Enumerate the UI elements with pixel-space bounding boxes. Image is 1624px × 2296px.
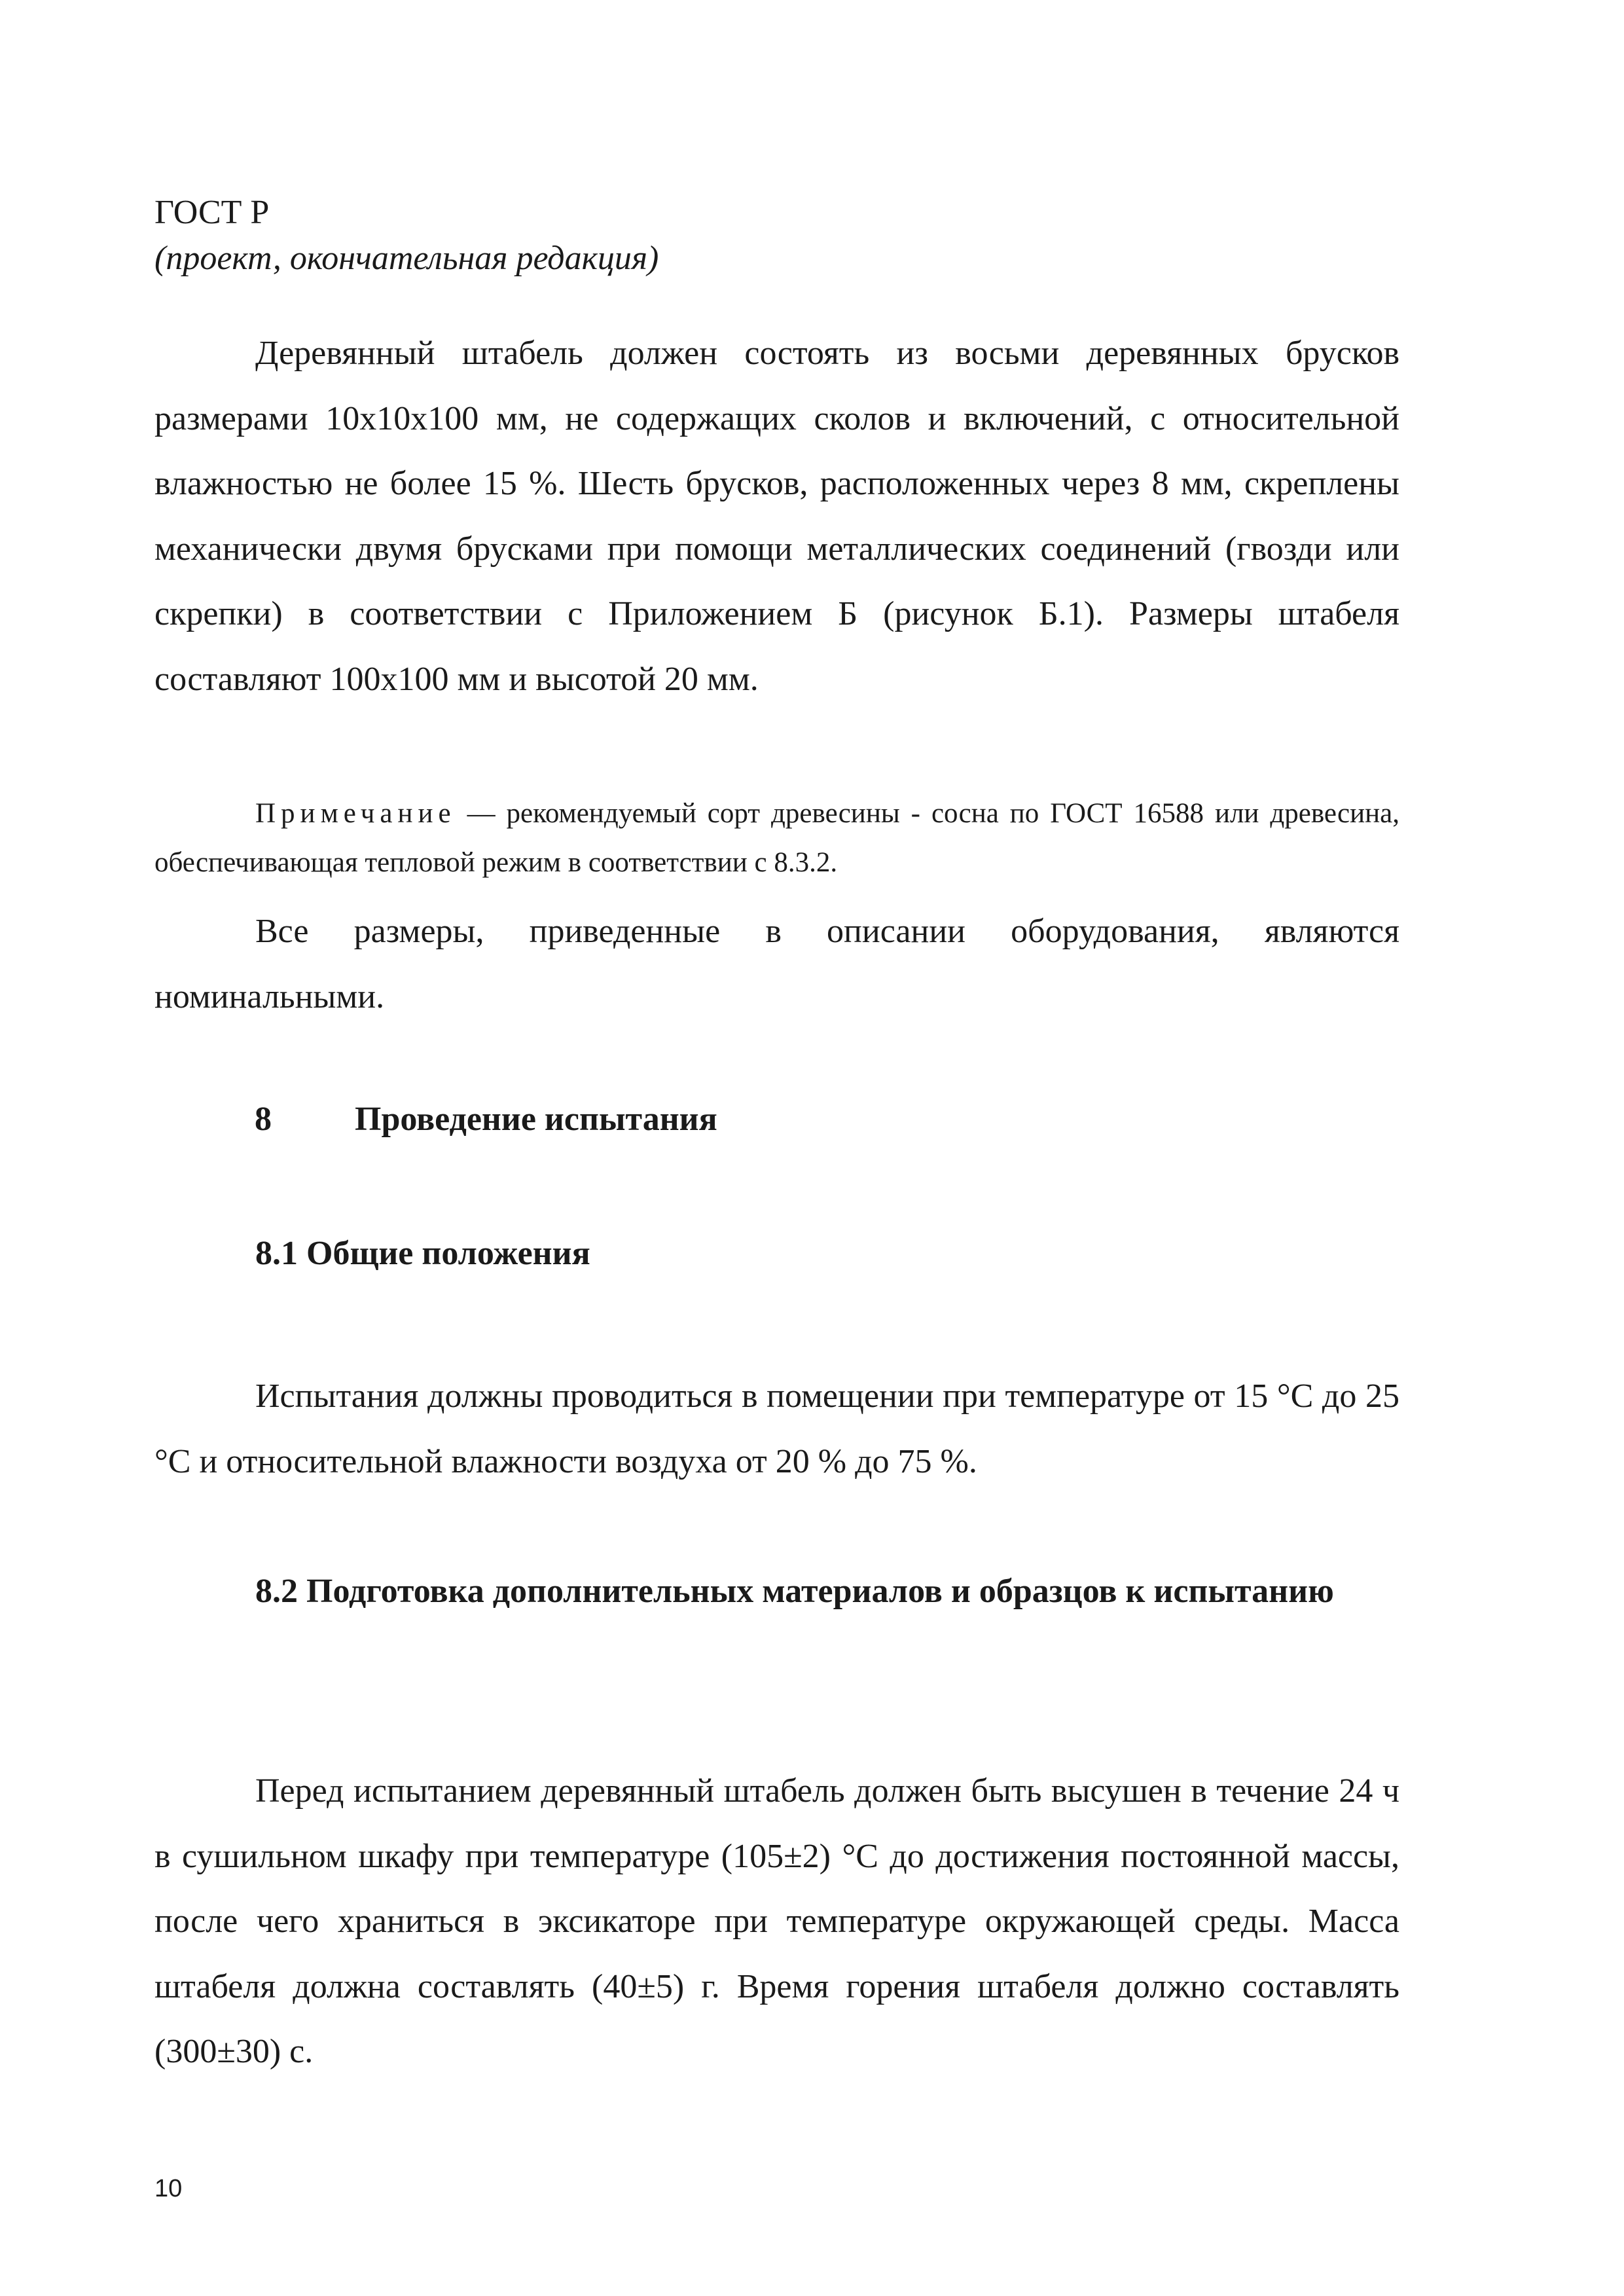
subsection-heading-8-2: 8.2 Подготовка дополнительных материалов и образцов к испытанию <box>255 1573 1334 1610</box>
paragraph-dimensions-nominal: Все размеры, приведенные в описании оборудования, являются номинальными. <box>154 913 1399 1015</box>
section-title: Проведение испытания <box>355 1101 717 1138</box>
paragraph-test-conditions: Испытания должны проводиться в помещении при температуре от 15 °С до 25 °С и относительной влажности воздуха от 20 % до 75 %. <box>154 1377 1399 1480</box>
paragraph-wooden-crib: Деревянный штабель должен состоять из восьми деревянных брусков размерами 10х10х100 мм, не содержащих сколов и включений, с относительной влажностью не более 15 %. Шесть брусков, расположенных через 8 мм, скреплены механически двумя брусками при помощи металлических соединений (гвозди или скрепки) в соответствии с Приложением Б (рисунок Б.1). Размеры штабеля составляют 100х100 мм и высотой 20 мм. <box>154 335 1399 698</box>
document-code: ГОСТ Р <box>154 194 270 231</box>
page-number: 10 <box>154 2175 183 2202</box>
section-heading <box>255 1097 717 1142</box>
subsection-heading-8-1: 8.1 Общие положения <box>255 1235 590 1272</box>
note-text: — рекомендуемый сорт древесины - сосна по ГОСТ 16588 или древесина, обеспечивающая тепловой режим в соответствии с 8.3.2. <box>154 798 1399 878</box>
section-number: 8 <box>255 1101 272 1138</box>
note <box>154 789 1399 887</box>
note-label: Примечание <box>255 798 456 829</box>
document-status: (проект, окончательная редакция) <box>154 240 659 277</box>
paragraph-preparation: Перед испытанием деревянный штабель должен быть высушен в течение 24 ч в сушильном шкафу при температуре (105±2) °С до достижения постоянной массы, после чего храниться в эксикаторе при температуре окружающей среды. Масса штабеля должна составлять (40±5) г. Время горения штабеля должно составлять (300±30) с. <box>154 1772 1399 2070</box>
